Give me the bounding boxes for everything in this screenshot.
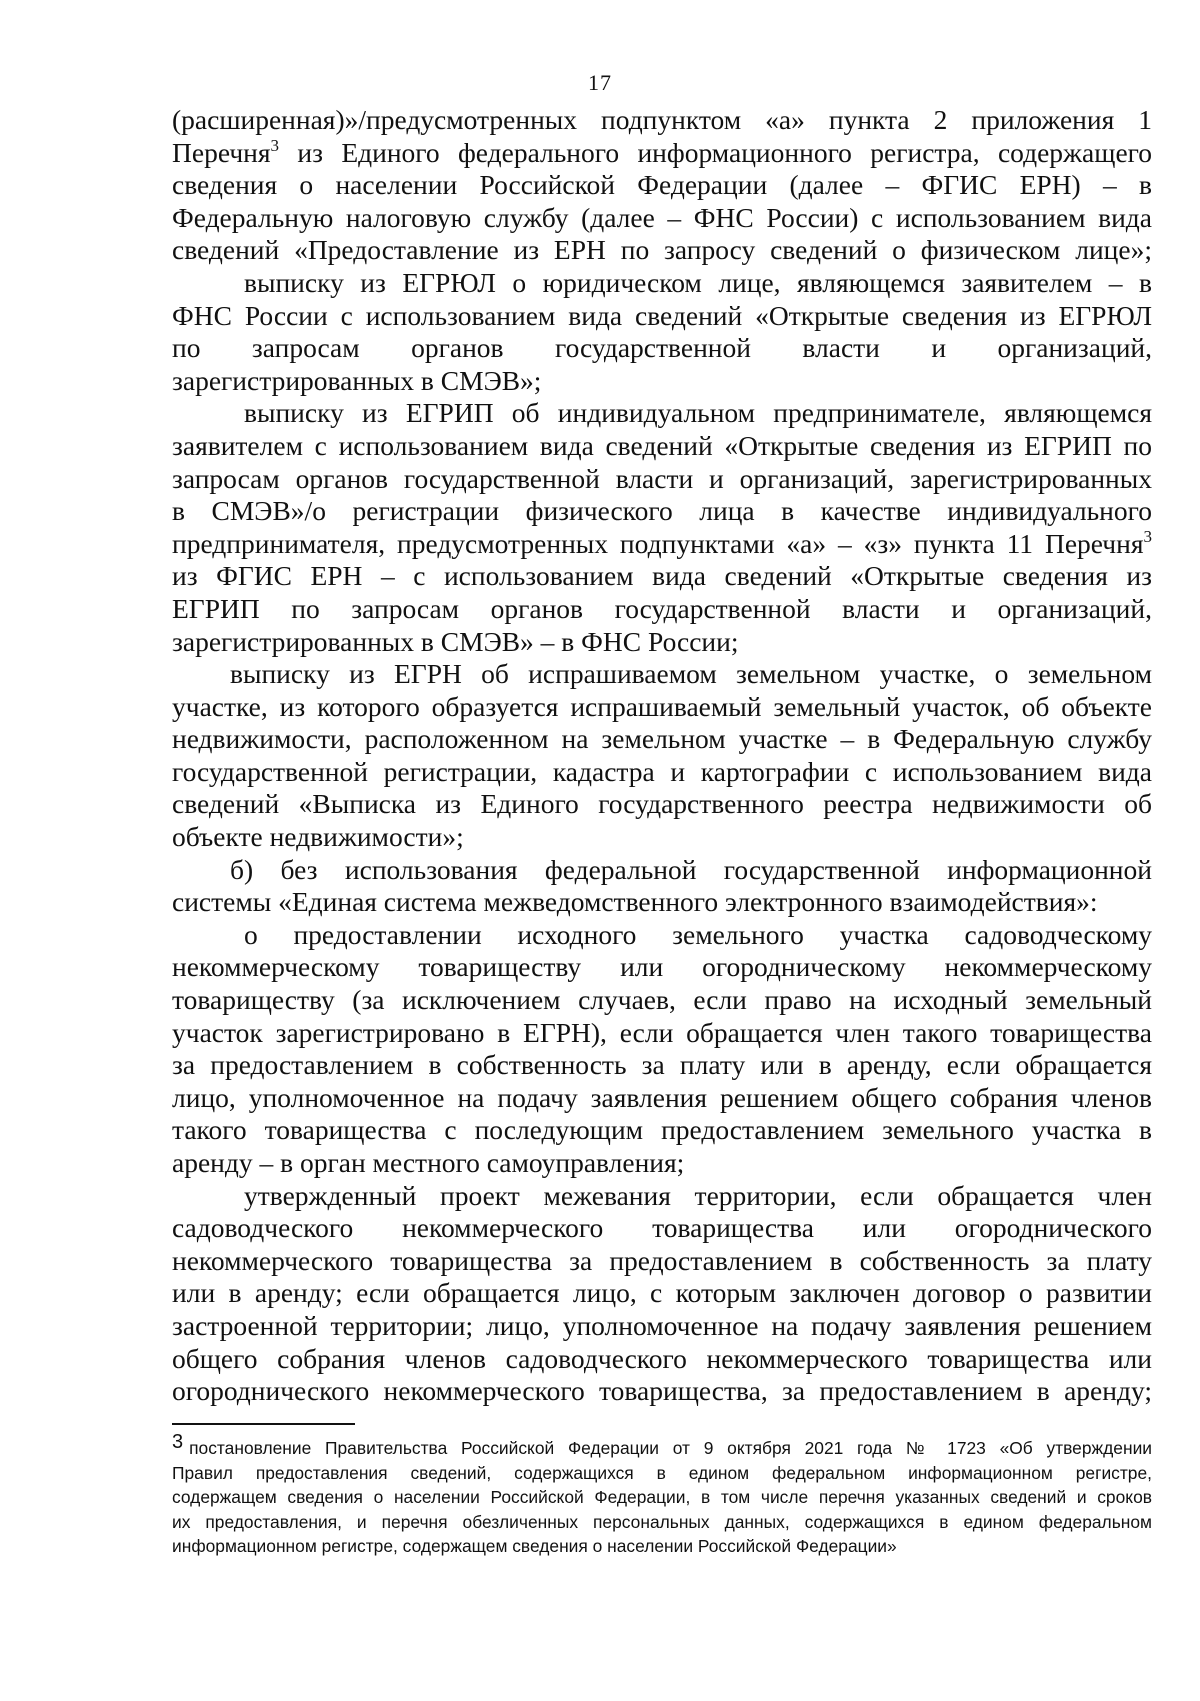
body-line: зарегистрированных в СМЭВ»; (172, 364, 542, 396)
body-line: объекте недвижимости»; (172, 821, 464, 853)
body-line: некоммерческому товариществу или огородническому некоммерческому (172, 951, 1152, 983)
body-line: огороднического некоммерческого товарищества, за предоставлением в аренду; (172, 1375, 1152, 1407)
body-line: сведений «Выписка из Единого государственного реестра недвижимости об (172, 788, 1152, 820)
page-number: 17 (588, 70, 612, 95)
body-line: участок зарегистрировано в ЕГРН), если обращается член такого товарищества (172, 1016, 1152, 1048)
body-line: сведений «Предоставление из ЕРН по запросу сведений о физическом лице»; (172, 234, 1152, 266)
body-line: ЕГРИП по запросам органов государственной власти и организаций, (172, 592, 1152, 624)
body-line: в СМЭВ»/о регистрации физического лица в качестве индивидуального (172, 495, 1152, 527)
body-line: такого товарищества с последующим предоставлением земельного участка в (172, 1114, 1152, 1146)
body-line: выписку из ЕГРН об испрашиваемом земельном участке, о земельном (230, 658, 1152, 690)
body-line: выписку из ЕГРЮЛ о юридическом лице, являющемся заявителем – в (244, 266, 1152, 298)
body-line: аренду – в орган местного самоуправления; (172, 1147, 685, 1178)
footnote-reference: 3 (270, 135, 280, 155)
footnote (172, 1431, 1152, 1559)
document-body (172, 104, 1152, 1408)
footnote-divider (172, 1423, 355, 1425)
footnote-mark: 3 (172, 1431, 184, 1453)
body-line: заявителем с использованием вида сведений «Открытые сведения из ЕГРИП по (172, 429, 1152, 461)
body-line: системы «Единая система межведомственного электронного взаимодействия»: (172, 886, 1098, 918)
body-line: недвижимости, расположенном на земельном участке – в Федеральную службу (172, 723, 1152, 755)
body-line: застроенной территории; лицо, уполномоченное на подачу заявления решением (172, 1309, 1152, 1341)
footnote-line: Правил предоставления сведений, содержащихся в едином федеральном информационном регистре, (172, 1462, 1152, 1483)
footnote-line: информационном регистре, содержащем сведения о населении Российской Федерации» (172, 1536, 897, 1556)
body-line: сведения о населении Российской Федерации (далее – ФГИС ЕРН) – в (172, 169, 1152, 201)
body-line: или в аренду; если обращается лицо, с которым заключен договор о развитии (172, 1277, 1152, 1309)
body-line: (расширенная)»/предусмотренных подпунктом «а» пункта 2 приложения 1 (172, 104, 1152, 135)
body-line: утвержденный проект межевания территории, если обращается член (244, 1179, 1152, 1211)
body-line: зарегистрированных в СМЭВ» – в ФНС России; (172, 625, 739, 657)
body-line: за предоставлением в собственность за плату или в аренду, если обращается (172, 1049, 1152, 1081)
body-line: Перечня$^3$ из Единого федерального информационного регистра, содержащего (172, 135, 1152, 168)
footnote-line: 3 постановление Правительства Российской Федерации от 9 октября 2021 года № 1723 «Об утверждении (172, 1431, 1152, 1458)
body-line: лицо, уполномоченное на подачу заявления решением общего собрания членов (172, 1081, 1152, 1113)
body-line: участке, из которого образуется испрашиваемый земельный участок, об объекте (172, 690, 1152, 722)
body-line: предпринимателя, предусмотренных подпунктами «а» – «з» пункта 11 Перечня$^3$ (172, 526, 1152, 559)
body-line: о предоставлении исходного земельного участка садоводческому (244, 918, 1152, 950)
footnote-reference: 3 (1143, 526, 1152, 546)
body-line: товариществу (за исключением случаев, если право на исходный земельный (172, 984, 1152, 1016)
footnote-line: их предоставления, и перечня обезличенных персональных данных, содержащихся в едином федеральном (172, 1511, 1152, 1532)
body-line: общего собрания членов садоводческого некоммерческого товарищества или (172, 1342, 1152, 1374)
body-line: б) без использования федеральной государственной информационной (230, 853, 1152, 885)
body-line: некоммерческого товарищества за предоставлением в собственность за плату (172, 1244, 1152, 1276)
body-line: Федеральную налоговую службу (далее – ФНС России) с использованием вида (172, 201, 1152, 233)
body-line: выписку из ЕГРИП об индивидуальном предпринимателе, являющемся (244, 397, 1152, 429)
body-line: ФНС России с использованием вида сведений «Открытые сведения из ЕГРЮЛ (172, 299, 1152, 331)
footnote-line: содержащем сведения о населении Российской Федерации, в том числе перечня указанных сведений и сроков (172, 1487, 1152, 1507)
body-line: государственной регистрации, кадастра и картографии с использованием вида (172, 755, 1152, 787)
body-line: садоводческого некоммерческого товарищества или огороднического (172, 1212, 1152, 1244)
body-line: из ФГИС ЕРН – с использованием вида сведений «Открытые сведения из (172, 560, 1152, 592)
body-line: по запросам органов государственной власти и организаций, (172, 332, 1152, 364)
body-line: запросам органов государственной власти и организаций, зарегистрированных (172, 462, 1152, 494)
